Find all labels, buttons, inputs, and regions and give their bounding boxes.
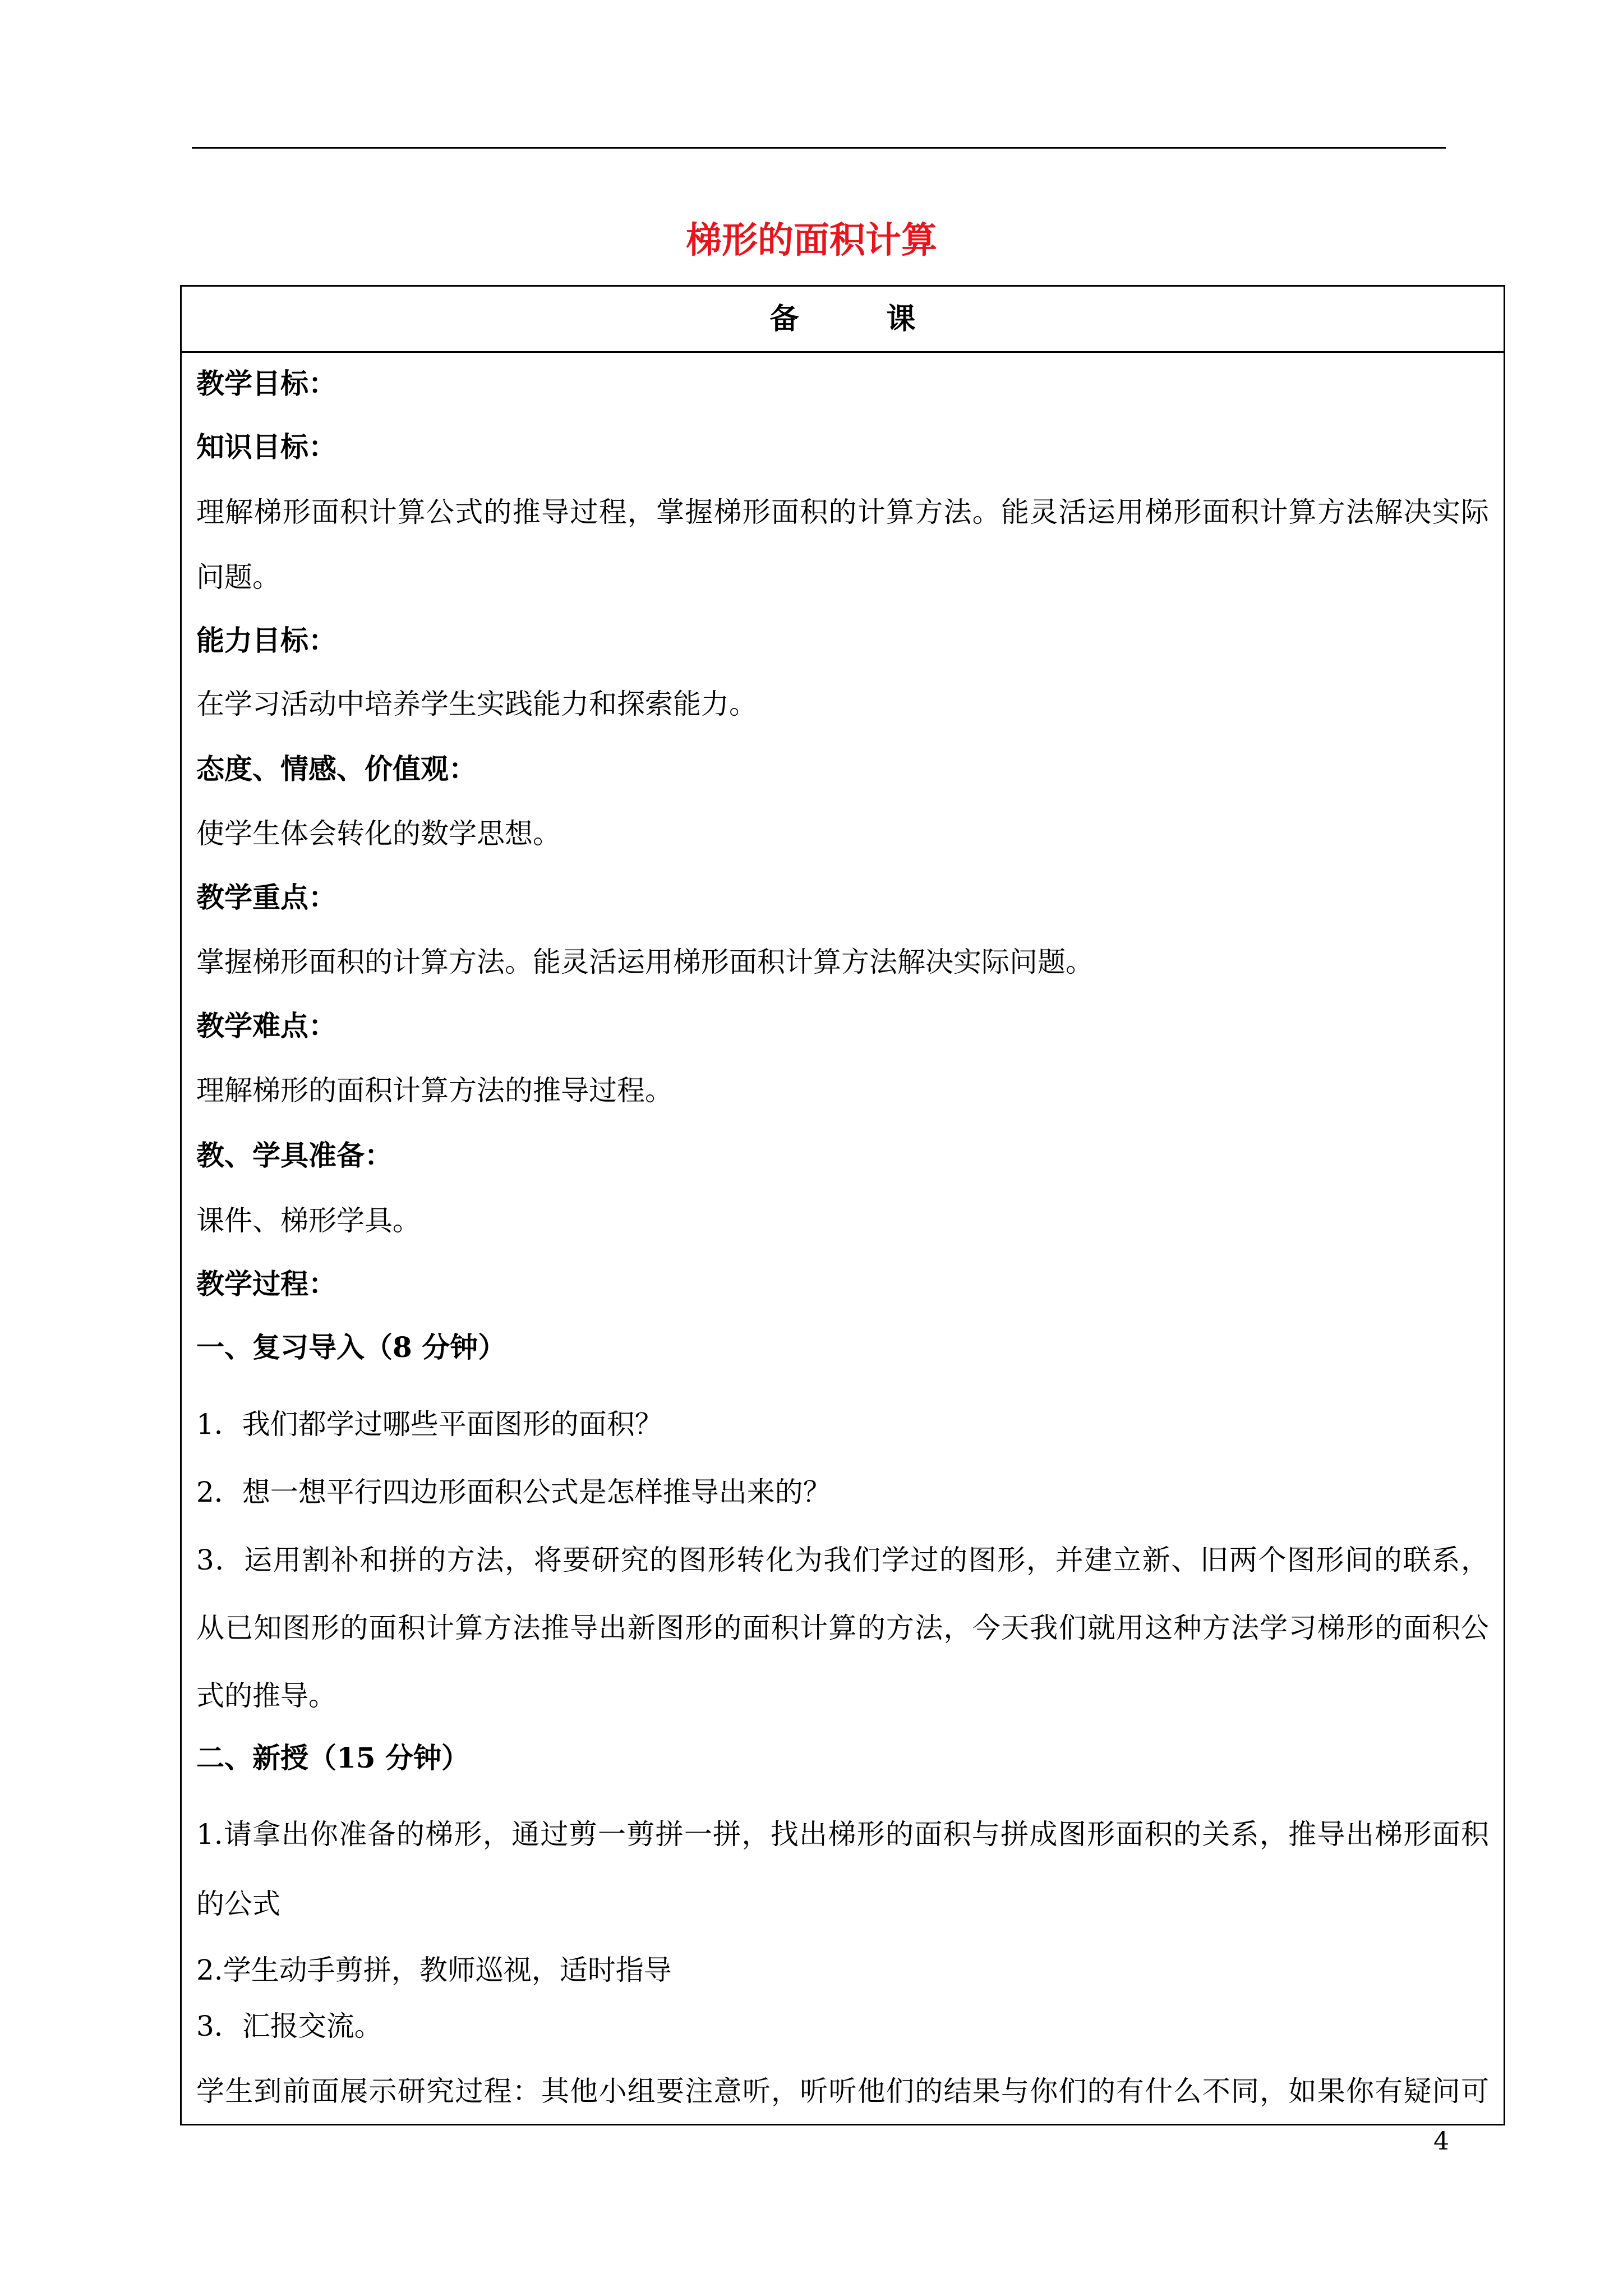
content-line: 式的推导。 — [196, 1680, 336, 1712]
content-line: 的公式 — [196, 1888, 280, 1920]
section-label: 能力目标： — [196, 624, 336, 657]
page-number: 4 — [1433, 2127, 1449, 2156]
content-line: 1．我们都学过哪些平面图形的面积？ — [196, 1408, 663, 1441]
content-line: 理解梯形面积计算公式的推导过程，掌握梯形面积的计算方法。能灵活运用梯形面积计算方法解决实际 — [196, 496, 1489, 528]
header-rule — [192, 147, 1446, 149]
content-line: 1.请拿出你准备的梯形，通过剪一剪拼一拼，找出梯形的面积与拼成图形面积的关系，推导出梯形面积 — [196, 1818, 1489, 1851]
section-label: 教、学具准备： — [196, 1139, 393, 1172]
content-line: 2.学生动手剪拼，教师巡视，适时指导 — [196, 1954, 672, 1986]
content-line: 理解梯形的面积计算方法的推导过程。 — [196, 1074, 673, 1107]
content-line: 问题。 — [196, 561, 280, 593]
section-label: 知识目标： — [196, 430, 336, 463]
section-label: 二、新授（15 分钟） — [196, 1741, 469, 1774]
content-line: 学生到前面展示研究过程：其他小组要注意听，听听他们的结果与你们的有什么不同，如果你有疑问可 — [196, 2075, 1489, 2108]
content-line: 2．想一想平行四边形面积公式是怎样推导出来的？ — [196, 1476, 831, 1508]
content-line: 从已知图形的面积计算方法推导出新图形的面积计算的方法，今天我们就用这种方法学习梯形的面积公 — [196, 1612, 1489, 1644]
content-line: 3．汇报交流。 — [196, 2010, 382, 2042]
section-label: 教学难点： — [196, 1009, 336, 1042]
content-line: 在学习活动中培养学生实践能力和探索能力。 — [196, 688, 757, 720]
section-label: 一、复习导入（8 分钟） — [196, 1331, 506, 1364]
page-title: 梯形的面积计算 — [686, 219, 937, 261]
content-line: 3．运用割补和拼的方法，将要研究的图形转化为我们学过的图形，并建立新、旧两个图形间的联系， — [196, 1544, 1489, 1576]
table-header: 备 课 — [182, 287, 1504, 353]
section-label: 教学目标： — [196, 367, 336, 400]
section-label: 态度、情感、价值观： — [196, 752, 477, 785]
content-line: 使学生体会转化的数学思想。 — [196, 817, 561, 850]
content-line: 课件、梯形学具。 — [196, 1204, 421, 1237]
section-label: 教学过程： — [196, 1267, 336, 1300]
content-line: 掌握梯形面积的计算方法。能灵活运用梯形面积计算方法解决实际问题。 — [196, 946, 1094, 978]
section-label: 教学重点： — [196, 881, 336, 914]
